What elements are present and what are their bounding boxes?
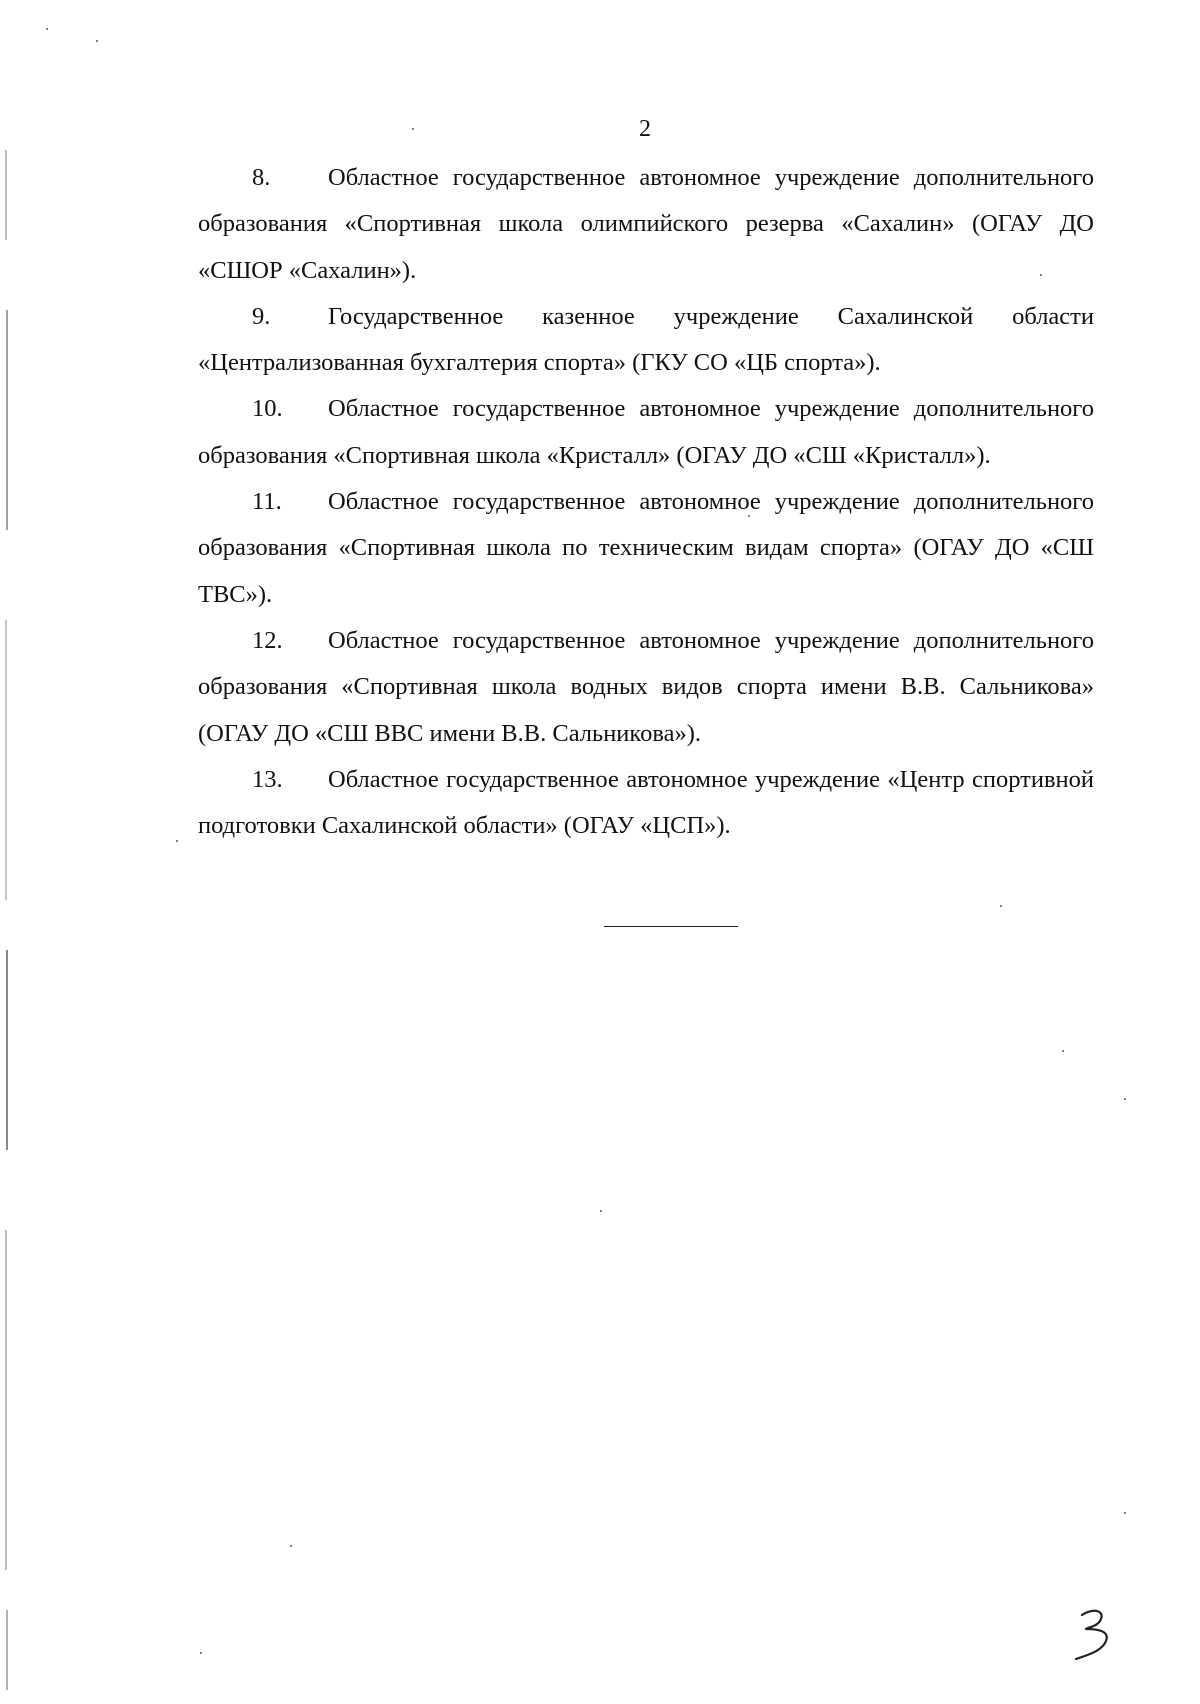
list-item-text: Областное государственное автономное учреждение дополнительного образования «Спортивная школа «Кристалл» (ОГАУ ДО «СШ «Кристалл»). <box>198 395 1094 469</box>
list-item-number: 12. <box>252 626 283 654</box>
list-item-number: 8. <box>252 164 271 191</box>
list-item <box>198 386 1094 479</box>
scan-speck <box>1040 274 1042 276</box>
list-item-text: Областное государственное автономное учреждение дополнительного образования «Спортивная школа по техническим видам спорта» (ОГАУ ДО «СШ ТВС»). <box>198 488 1094 608</box>
scan-speck <box>290 1545 292 1547</box>
list-item-text: Областное государственное автономное учреждение дополнительного образования «Спортивная школа водных видов спорта имени В.В. Сальникова» (ОГАУ ДО «СШ ВВС имени В.В. Сальникова»). <box>198 626 1094 747</box>
scan-speck <box>46 28 48 30</box>
list-item-number: 13. <box>252 765 283 793</box>
scan-speck <box>600 1210 602 1212</box>
list-item-number: 9. <box>252 302 271 330</box>
scan-speck <box>176 840 178 842</box>
scan-speck <box>96 40 98 42</box>
list-item-number: 11. <box>252 488 282 516</box>
end-rule <box>604 926 738 927</box>
scan-speck <box>1000 905 1002 907</box>
scan-speck <box>200 1652 202 1654</box>
page-number: 2 <box>639 116 651 142</box>
scan-edge-artifact <box>4 150 10 1690</box>
list-item-number: 10. <box>252 395 283 423</box>
scan-speck <box>748 515 750 517</box>
list-item <box>198 155 1094 294</box>
list-item-text: Областное государственное автономное учреждение дополнительного образования «Спортивная школа олимпийского резерва «Сахалин» (ОГАУ ДО «СШОР «Сахалин»). <box>198 164 1094 284</box>
list-item-text: Областное государственное автономное учреждение «Центр спортивной подготовки Сахалинской области» (ОГАУ «ЦСП»). <box>198 765 1094 840</box>
list-item <box>198 479 1094 618</box>
list-item-text: Государственное казенное учреждение Сахалинской области «Централизованная бухгалтерия спорта» (ГКУ СО «ЦБ спорта»). <box>198 302 1094 377</box>
list-item <box>198 294 1094 387</box>
scan-speck <box>1124 1098 1126 1100</box>
scan-speck <box>1062 1050 1064 1052</box>
list-item <box>198 757 1094 850</box>
scan-speck <box>1124 1512 1126 1514</box>
handwritten-page-mark <box>1066 1605 1126 1665</box>
scan-speck <box>412 128 414 130</box>
organization-list <box>198 155 1094 849</box>
list-item <box>198 618 1094 757</box>
